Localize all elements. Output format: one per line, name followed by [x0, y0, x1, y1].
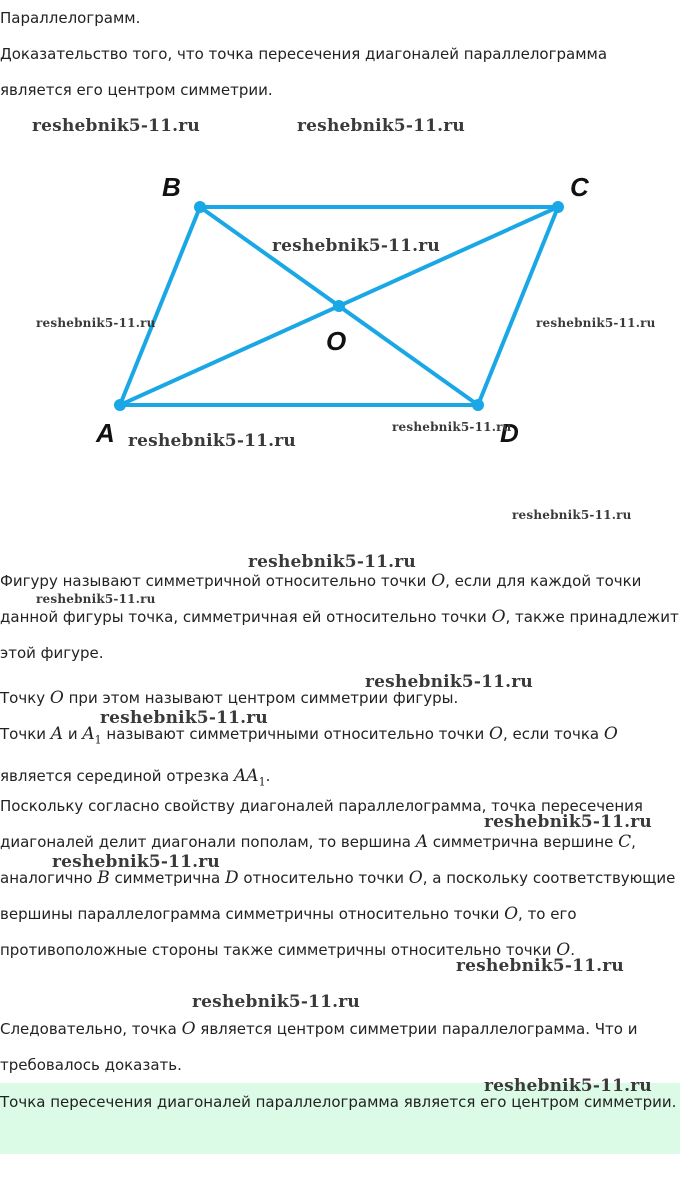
point-a — [114, 399, 126, 411]
label-c: C — [570, 172, 589, 202]
label-d: D — [500, 418, 519, 448]
label-o: O — [326, 326, 347, 356]
watermark: reshebnik5-11.ru — [365, 672, 533, 692]
paragraph-symmetric-points: Точки A и $A_1$ называют симметричными относительно точки O, если точка O является серединой отрезка $AA_1$. — [0, 724, 618, 789]
paragraph-conclusion-proof: Следовательно, точка O является центром симметрии параллелограмма. Что и требовалось доказать. — [0, 1019, 638, 1074]
point-d — [472, 399, 484, 411]
watermark: reshebnik5-11.ru — [297, 116, 465, 136]
point-o — [333, 300, 345, 312]
watermark: reshebnik5-11.ru — [192, 992, 360, 1012]
watermark: reshebnik5-11.ru — [52, 852, 220, 872]
watermark: reshebnik5-11.ru — [484, 1076, 652, 1096]
paragraph-proof: Поскольку согласно свойству диагоналей параллелограмма, точка пересечения диагоналей делит диагонали пополам, то вершина A симметрична вершине C, аналогично B симметрична D относительно точки O, а поскольку соответствующие вершины параллелограмма симметричны относительно точки O, то его противоположные стороны также симметричны относительно точки O. — [0, 797, 676, 960]
label-a: A — [96, 418, 115, 448]
point-b — [194, 201, 206, 213]
conclusion-text: Точка пересечения диагоналей параллелограмма является его центром симметрии. — [0, 1093, 677, 1111]
paragraph-center-definition: Точку O при этом называют центром симметрии фигуры. — [0, 688, 459, 708]
watermark: reshebnik5-11.ru — [536, 316, 656, 330]
watermark: reshebnik5-11.ru — [100, 708, 268, 728]
heading: Параллелограмм. — [0, 9, 141, 27]
statement: Доказательство того, что точка пересечения диагоналей параллелограмма является его центром симметрии. — [0, 45, 608, 99]
watermark: reshebnik5-11.ru — [128, 431, 296, 451]
point-c — [552, 201, 564, 213]
watermark: reshebnik5-11.ru — [392, 420, 512, 434]
watermark: reshebnik5-11.ru — [248, 552, 416, 572]
paragraph-symmetric-figure: Фигуру называют симметричной относительно точки O, если для каждой точки данной фигуры точка, симметричная ей относительно точки O, также принадлежит этой фигуре. — [0, 571, 679, 662]
watermark: reshebnik5-11.ru — [32, 116, 200, 136]
watermark: reshebnik5-11.ru — [36, 316, 156, 330]
watermark: reshebnik5-11.ru — [272, 236, 440, 256]
watermark: reshebnik5-11.ru — [36, 592, 156, 606]
watermark: reshebnik5-11.ru — [512, 508, 632, 522]
watermark: reshebnik5-11.ru — [456, 956, 624, 976]
watermark: reshebnik5-11.ru — [484, 812, 652, 832]
label-b: B — [162, 172, 181, 202]
